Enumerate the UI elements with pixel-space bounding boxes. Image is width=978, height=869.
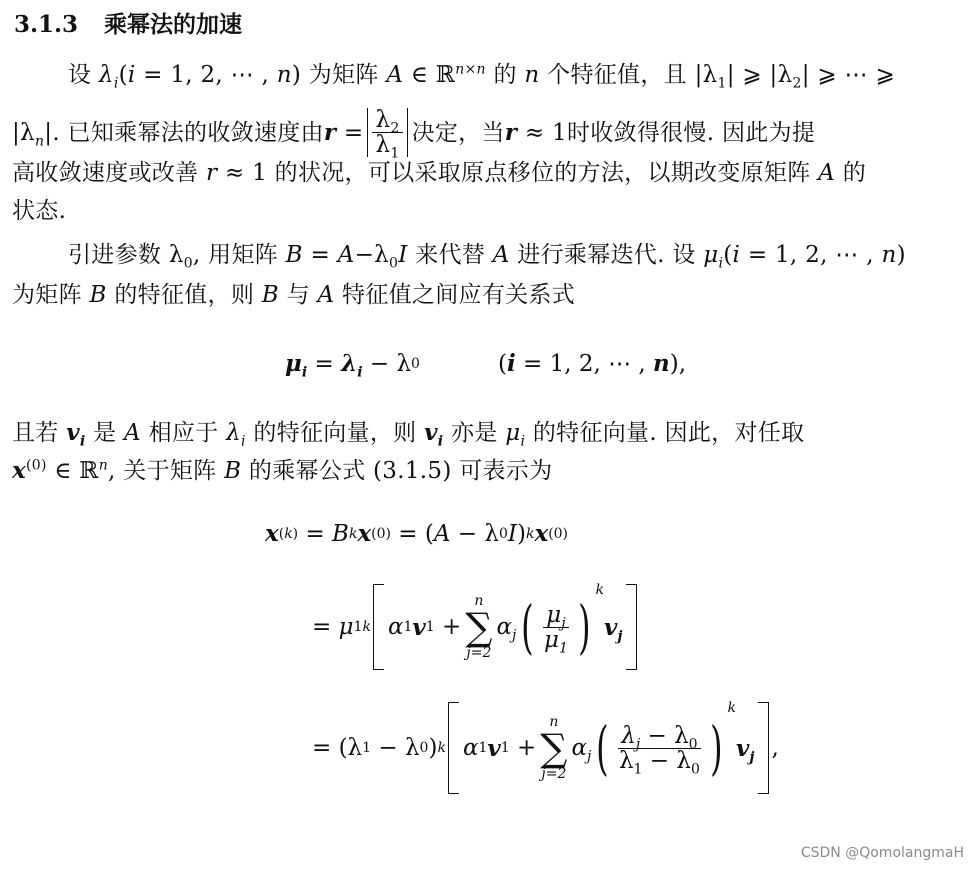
para3-line2: $x^{(0)}$ ∈ ℝ$^n$, 关于矩阵 B 的乘幂公式 (3.1.5) 可表示为 xyxy=(12,457,553,484)
sum-symbol-2: n ∑ j=2 xyxy=(540,714,568,782)
para2-line2: 为矩阵 B 的特征值，则 B 与 A 特征值之间应有关系式 xyxy=(12,282,576,308)
section-title: 乘幂法的加速 xyxy=(104,11,243,38)
equation-xk-line1: x (k) = B k x (0) = ( A − λ 0 I ) k x (0) xyxy=(265,520,569,547)
para1-line2: $|\lambda_n|$ . 已知乘幂法的收敛速度由 r = $\frac{\lambda_2}{\lambda_1}$ 决定，当 r ≈ 1 时收敛得很慢. 因此为提 xyxy=(12,107,816,162)
equation-mu-lambda: $\mu_i$ = $\lambda_i$ − λ 0 ( i = 1, 2, ⋯ , n ), xyxy=(285,350,687,381)
right-bracket xyxy=(626,584,637,670)
watermark: CSDN @QomolangmaH xyxy=(800,845,964,861)
section-number: 3.1.3 xyxy=(14,11,79,38)
para1-line1: 设 $\lambda_i(i = 1$, 2, ⋯ , n) 为矩阵 A ∈ ℝ$^{n\times n}$ 的 n 个特征值，且 $|\lambda_1|$ ⩾ $|\lambda_2|$ ⩾ ⋯ ⩾ xyxy=(68,61,896,92)
para1-line3: 高收敛速度或改善 r ≈ 1 的状况，可以采取原点移位的方法，以期改变原矩阵 A 的 xyxy=(12,160,867,186)
left-bracket xyxy=(373,584,384,670)
left-bracket-2 xyxy=(448,702,459,794)
para1-line4: 状态. xyxy=(12,198,67,224)
ratio-abs: $\frac{\lambda_2}{\lambda_1}$ xyxy=(367,108,407,157)
equation-xk-line2: = μ 1 k α 1 v 1 + n ∑ j=2 $\alpha_j$ ( $\frac{\mu_j}{\mu_1}$ ) k $v_j$ xyxy=(312,584,639,670)
equation-xk-line3: = (λ 1 − λ 0 ) k α 1 v 1 + n ∑ j=2 $\alpha_j$ ( $\frac{\lambda_j - \lambda_0}{\lambda_1 - \lambda_0}$ ) k $v_j$ , xyxy=(312,702,779,794)
sum-symbol: n ∑ j=2 xyxy=(465,593,493,661)
section-heading xyxy=(14,6,242,39)
para2-line1: 引进参数 $\lambda_0$, 用矩阵 $B = A-\lambda_0I$ 来代替 A 进行乘幂迭代. 设 $\mu_i(i = 1$, 2, ⋯ , n) xyxy=(68,242,906,272)
para3-line1: 且若 $v_i$ 是 A 相应于 $\lambda_i$ 的特征向量，则 $v_i$ 亦是 $\mu_i$ 的特征向量. 因此，对任取 xyxy=(12,419,805,450)
right-bracket-2 xyxy=(758,702,769,794)
